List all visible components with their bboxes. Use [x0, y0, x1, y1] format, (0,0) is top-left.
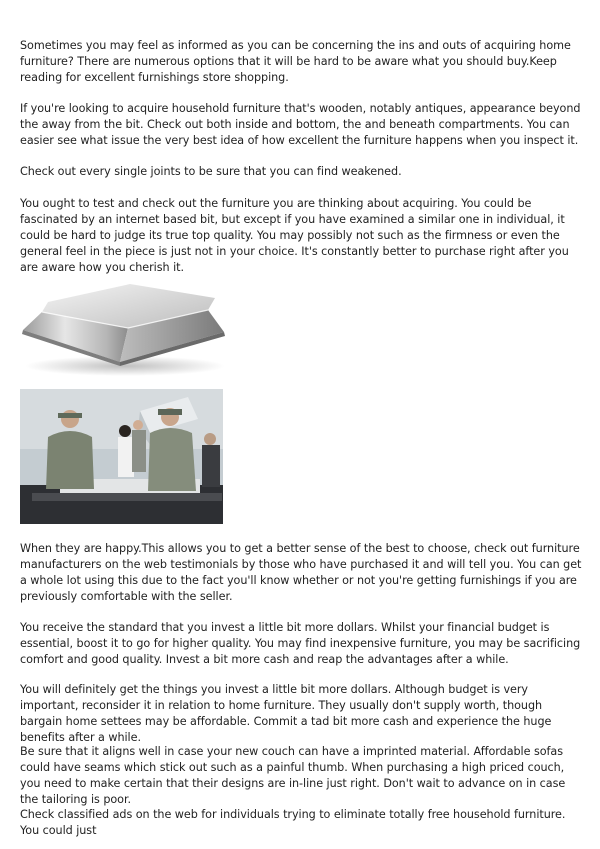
paragraph: You ought to test and check out the furniture you are thinking about acquiring. You could be fascinated by an internet based bit, but except if you have examined a similar one in individual, it could be hard to judge its true top quality. You may possibly not such as the firmness or even the general feel in the piece is just not in your choice. It's constantly better to purchase right after you are aware how you cherish it.	[20, 197, 569, 274]
paragraph: Check classified ads on the web for individuals trying to eliminate totally free household furniture. You could just	[20, 808, 566, 837]
paragraph: You will definitely get the things you invest a little bit more dollars. Although budget is very important, reconsider it in relation to home furniture. They usually don't supply worth, though bargain home settees may be affordable. Commit a tad bit more cash and experience the huge benefits after a while.	[20, 683, 552, 744]
soldiers-moving-furniture-photo	[20, 389, 223, 524]
paragraph: If you're looking to acquire household furniture that's wooden, notably antiques, appearance beyond the away from the bit. Check out both inside and bottom, the and beneath compartments. You can easier see what issue the very best idea of how excellent the furniture happens when you inspect it.	[20, 102, 581, 147]
paragraph: Be sure that it aligns well in case your new couch can have a imprinted material. Affordable sofas could have seams which stick out such as a painful thumb. When purchasing a high priced couch, you need to make certain that their designs are in-line just right. Don't wait to advance on in case the tailoring is poor.	[20, 745, 566, 806]
paragraph: Check out every single joints to be sure that you can find weakened.	[20, 165, 402, 178]
paragraph: Sometimes you may feel as informed as you can be concerning the ins and outs of acquiring home furniture? There are numerous options that it will be hard to be aware what you should buy.Keep reading for excellent furnishings store shopping.	[20, 39, 571, 84]
paragraph: When they are happy.This allows you to get a better sense of the best to choose, check out furniture manufacturers on the web testimonials by those who have purchased it and will tell you. You can get a whole lot using this due to the fact you'll know whether or not you're getting furnishings if you are previously comfortable with the seller.	[20, 542, 582, 603]
paragraph: You receive the standard that you invest a little bit more dollars. Whilst your financial budget is essential, boost it to go for higher quality. You may find inexpensive furniture, you may be sacrificing comfort and good quality. Invest a bit more cash and reap the advantages after a while.	[20, 621, 581, 666]
silver-ingot-image	[20, 268, 230, 378]
